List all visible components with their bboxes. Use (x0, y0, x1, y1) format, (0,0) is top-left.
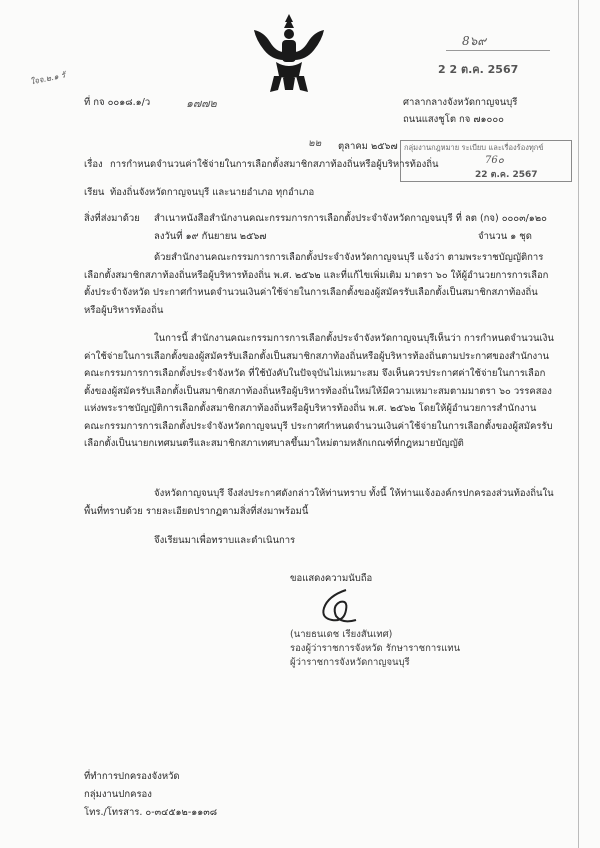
signatory-position-2: ผู้ว่าราชการจังหวัดกาญจนบุรี (290, 657, 410, 668)
office-stamp-number: 76๐ (485, 155, 504, 166)
closing-line: จึงเรียนมาเพื่อทราบและดำเนินการ (154, 535, 296, 546)
salutation: ขอแสดงความนับถือ (290, 573, 373, 584)
footer-phone: โทร./โทรสาร. ๐-๓๔๕๑๒-๑๑๓๘ (84, 807, 218, 818)
signature-icon (312, 586, 372, 626)
paragraph-2: ในการนี้ สำนักงานคณะกรรมการการเลือกตั้งประจำจังหวัดกาญจนบุรีเห็นว่า การกำหนดจำนวนเงินค่าใช้จ่ายในการเลือกตั้งของผู้สมัครรับเลือกตั้งเป็นสมาชิกสภาท้องถิ่นหรือผู้บริหารท้องถิ่นตามประกาศของสำนักงานคณะกรรมการการเลือกตั้งประจำจังหวัด ที่ใช้บังคับในปัจจุบันไม่เหมาะสม จึงเห็นควรประกาศค่าใช้จ่ายในการเลือกตั้งของผู้สมัครรับเลือกตั้งเป็นสมาชิกสภาท้องถิ่นหรือผู้บริหารท้องถิ่นใหม่ให้มีความเหมาะสมตามมาตรา ๖๐ วรรคสอง แห่งพระราชบัญญัติการเลือกตั้งสมาชิกสภาท้องถิ่นหรือผู้บริหารท้องถิ่น พ.ศ. ๒๕๖๒ โดยให้ผู้อำนวยการสำนักงานคณะกรรมการการเลือกตั้งประจำจังหวัดกาญจนบุรี ประกาศกำหนดจำนวนเงินค่าใช้จ่ายในการเลือกตั้งของผู้สมัครรับเลือกตั้งเป็นนายกเทศมนตรีและสมาชิกสภาเทศบาลขึ้นมาใหม่ตามหลักเกณฑ์ที่กฎหมายบัญญัติ (84, 333, 554, 449)
document-date: ตุลาคม ๒๕๖๗ (338, 141, 398, 152)
receipt-stamp (432, 28, 552, 80)
office-stamp-date: 22 ต.ค. 2567 (475, 170, 538, 180)
receipt-date: 2 2 ต.ค. 2567 (438, 63, 519, 76)
receipt-number: 8๖๙ (462, 34, 487, 48)
signatory-name: (นายธนเดช เรียงสันเทศ) (290, 629, 393, 640)
enclosure-quantity: จำนวน ๑ ชุด (478, 231, 532, 242)
margin-note: ใจจ.๒.๑ รั (29, 70, 67, 87)
footer-office: ที่ทำการปกครองจังหวัด (84, 771, 180, 782)
enclosure-line-2: ลงวันที่ ๑๙ กันยายน ๒๕๖๗ (154, 231, 267, 242)
paragraph-3: จังหวัดกาญจนบุรี จึงส่งประกาศดังกล่าวให้ท่านทราบ ทั้งนี้ ให้ท่านแจ้งองค์กรปกครองส่วนท้องถิ่นในพื้นที่ทราบด้วย รายละเอียดปรากฏตามสิ่งที่ส่งมาพร้อมนี้ (84, 488, 554, 517)
page-edge-line (578, 0, 579, 848)
to-label: เรียน (84, 187, 105, 198)
subject-label: เรื่อง (84, 159, 103, 170)
office-stamp-org: กลุ่มงานกฎหมาย ระเบียบ และเรื่องร้องทุกข์ (404, 143, 544, 152)
enclosure-label: สิ่งที่ส่งมาด้วย (84, 213, 140, 224)
subject-text: การกำหนดจำนวนค่าใช้จ่ายในการเลือกตั้งสมาชิกสภาท้องถิ่นหรือผู้บริหารท้องถิ่น (110, 159, 439, 170)
footer-division: กลุ่มงานปกครอง (84, 789, 152, 800)
sender-office: ศาลากลางจังหวัดกาญจนบุรี (403, 97, 518, 108)
to-text: ท้องถิ่นจังหวัดกาญจนบุรี และนายอำเภอ ทุกอำเภอ (110, 187, 315, 198)
signatory-position-1: รองผู้ว่าราชการจังหวัด รักษาราชการแทน (290, 643, 461, 654)
paragraph-1: ด้วยสำนักงานคณะกรรมการการเลือกตั้งประจำจังหวัดกาญจนบุรี แจ้งว่า ตามพระราชบัญญัติการเลือกตั้งสมาชิกสภาท้องถิ่นหรือผู้บริหารท้องถิ่น พ.ศ. ๒๕๖๒ และที่แก้ไขเพิ่มเติม มาตรา ๖๐ ให้ผู้อำนวยการการเลือกตั้งประจำจังหวัด ประกาศกำหนดจำนวนเงินค่าใช้จ่ายในการเลือกตั้งของผู้สมัครรับเลือกตั้งเป็นสมาชิกสภาท้องถิ่นหรือผู้บริหารท้องถิ่น (84, 252, 549, 316)
document-number: ที่ กจ ๐๐๑๘.๑/ว (84, 97, 151, 108)
date-day-handwritten: ๒๒ (308, 138, 322, 149)
enclosure-line-1: สำเนาหนังสือสำนักงานคณะกรรมการการเลือกตั้งประจำจังหวัดกาญจนบุรี ที่ ลต (กจ) ๐๐๐๓/๑๒๐ (154, 213, 547, 224)
sender-address: ถนนแสงชูโต กจ ๗๑๐๐๐ (403, 114, 504, 125)
document-number-handwritten: ๑๗๗๒ (186, 97, 217, 110)
garuda-emblem-icon (252, 12, 326, 94)
